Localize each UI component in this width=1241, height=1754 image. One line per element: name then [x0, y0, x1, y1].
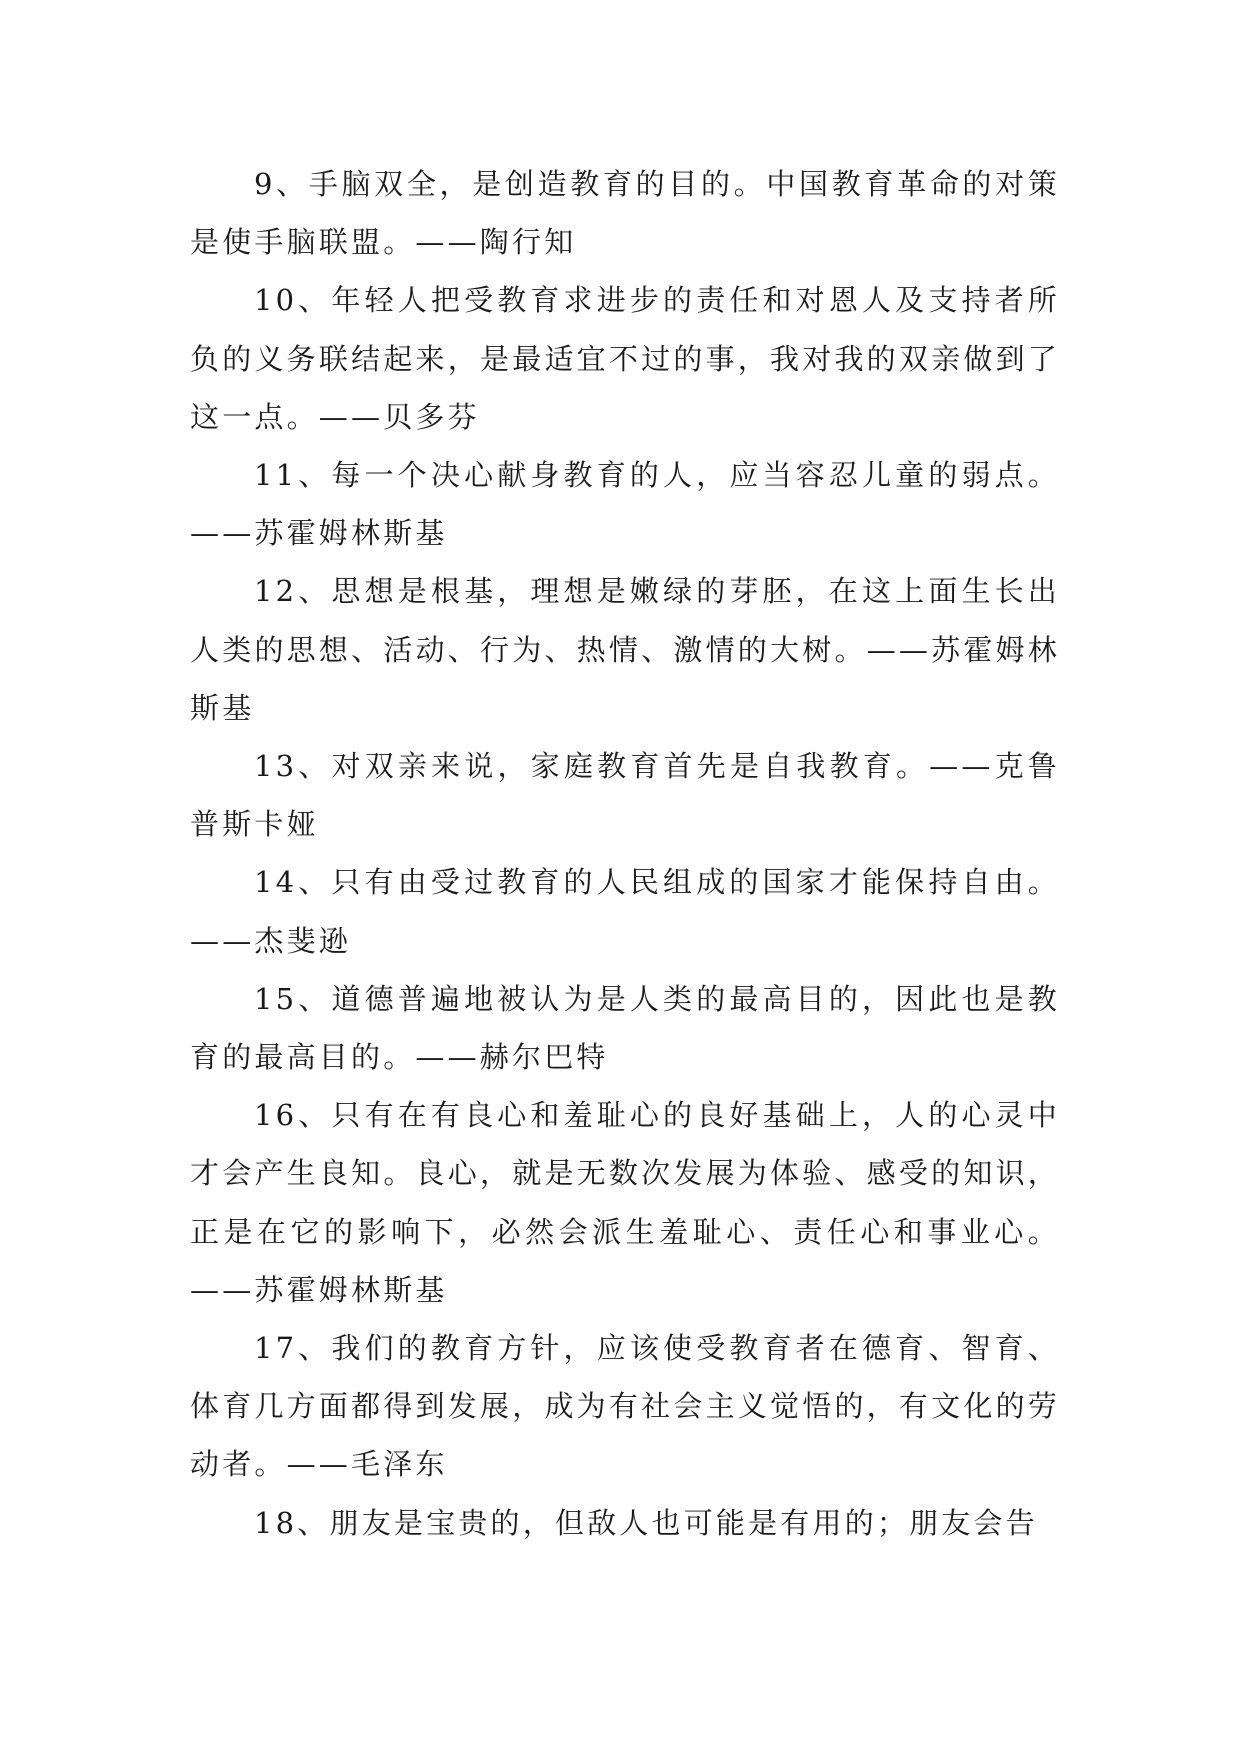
quote-list [190, 155, 1060, 1552]
quote-paragraph-16: 16、只有在有良心和羞耻心的良好基础上，人的心灵中才会产生良知。良心，就是无数次发展为体验、感受的知识，正是在它的影响下，必然会派生羞耻心、责任心和事业心。——苏霍姆林斯基 [190, 1098, 1060, 1307]
quote-paragraph-17: 17、我们的教育方针，应该使受教育者在德育、智育、体育几方面都得到发展，成为有社会主义觉悟的，有文化的劳动者。——毛泽东 [190, 1331, 1060, 1482]
quote-paragraph-18: 18、朋友是宝贵的，但敌人也可能是有用的；朋友会告 [254, 1505, 1038, 1540]
quote-paragraph-9: 9、手脑双全，是创造教育的目的。中国教育革命的对策是使手脑联盟。——陶行知 [190, 167, 1060, 260]
quote-paragraph-14: 14、只有由受过教育的人民组成的国家才能保持自由。——杰斐逊 [190, 865, 1060, 958]
quote-paragraph-11: 11、每一个决心献身教育的人，应当容忍儿童的弱点。——苏霍姆林斯基 [190, 458, 1060, 551]
quote-paragraph-13: 13、对双亲来说，家庭教育首先是自我教育。——克鲁普斯卡娅 [190, 749, 1060, 842]
quote-paragraph-12: 12、思想是根基，理想是嫩绿的芽胚，在这上面生长出人类的思想、活动、行为、热情、激情的大树。——苏霍姆林斯基 [190, 574, 1060, 725]
quote-paragraph-10: 10、年轻人把受教育求进步的责任和对恩人及支持者所负的义务联结起来，是最适宜不过的事，我对我的双亲做到了这一点。——贝多芬 [190, 283, 1060, 434]
quote-paragraph-15: 15、道德普遍地被认为是人类的最高目的，因此也是教育的最高目的。——赫尔巴特 [190, 981, 1060, 1075]
